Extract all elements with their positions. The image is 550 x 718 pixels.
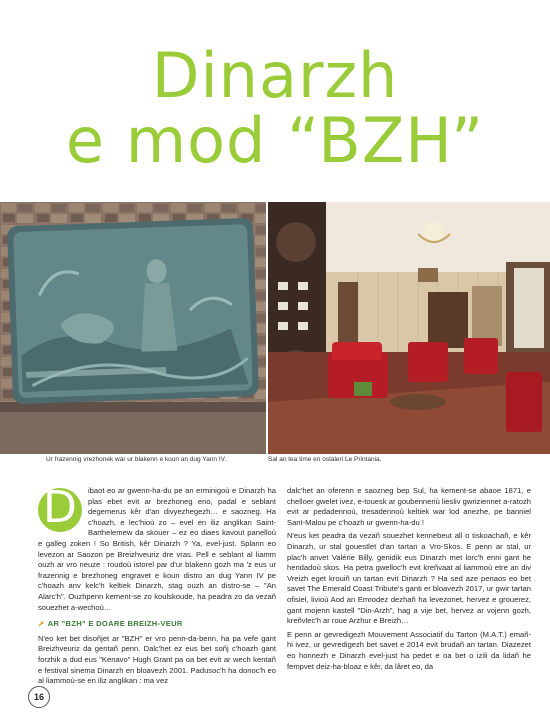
article-column-left: [38, 482, 276, 690]
paragraph-2: N'eo ket bet disoñjet ar "BZH" er vro penn-da-benn, ha pa vefe gant Breizhveuriz da gentañ penn. Dalc'het ez eus bet soñj c'hoazh gant forzhik a dud eus "Kenavo" Hugh Grant pa oa bet evit ar wech kentañ e festival sinema Dinarzh en bloavezh 2001. Padusoc'h ha donoc'h eo al liammoù-se en iliz anglikan : ma vez: [38, 633, 276, 686]
paragraph-intro-text: ibaot eo ar gwenn-ha-du pe an erminigoù e Dinarzh ha plas ebet evit ar brezhoneg eno, padal e seblant degemerus kêr d'an divyezhegezh… e saozneg. Ha c'hoazh, e lec'hioù zo – evel en iliz anglikan Saint-Barthelemew da skouer – ez eo diaes kavout panelloù e galleg zoken ! So British, kêr Dinarzh ? Ya, evel-just. Splann eo levezon ar Saozon pe Breizhveuriz dre vras. Pell e seblant al liamm ouzh ar vro neuze : roudoù istorel par d'ur blakenn gozh ma 'z eus ur frazennig e brezhoneg engravet e koun distro an dug Yann IV pe c'hoazh anv kelc'h keltiek Dinarzh, stag ouzh an distro-se – "An Alarc'h". Ouzhpenn kement-se zo koulskoude, ha peadra zo da vezañ souezhet a-wechoù…: [38, 486, 276, 612]
photo-strip: [0, 202, 550, 454]
caption-left: Ur frazennig vrezhonek war ur blakenn e koun an dug Yann IV.: [46, 456, 227, 463]
arrow-icon: ➚: [38, 619, 45, 629]
title-line-2: e mod “BZH”: [65, 104, 485, 177]
article-column-right: [287, 486, 531, 675]
paragraph-intro: [38, 482, 276, 613]
subhead-text: AR "BZH" E DOARE BREIZH-VEUR: [47, 619, 183, 629]
paragraph-4: N'eus ket peadra da vezañ souezhet kennebeut all o tiskoachañ, e kêr Dinarzh, ur stal gouestlet d'an tartan a Vro-Skos. E penn ar stal, ur plac'h anvet Valérie Billy, genidik eus Dinarzh met lorc'h enni gant he hendadoù skos. Ha petra gwelloc'h evit kreñvaat al liammoù etre an div Vreizh eget krouiñ un tartan evit Dinarzh ? Ha sed aze penaos eo bet savet The Emerald Coast Tribute's ganti er bloavezh 2017, ur gwir tartan ofisiel, livioù Aod an Emrodez dezhañ ha levezonet, hervez e grouerez, gant mojenn kastell "Din-Arzh", hag a vije bet, hervez ar vojenn gozh, kreñvlec'h ar roue Arzhur e Breizh…: [287, 531, 531, 626]
paragraph-3: dalc'het an oferenn e saozneg bep Sul, ha kement-se abaoe 1871, e chelloer gwelet ivez, e-touesk ar goubenneriù liesliv gwriziennet a-ratozh evit ar pedadennoù, tresadennoù keltiek war lod anezhe, pe banniel Sant-Malou pe c'hoazh ur gwenn-ha-du !: [287, 486, 531, 527]
photo-tea-room: [268, 202, 550, 454]
caption-right: Sal an tea time en ostaleri Le Printania.: [268, 456, 382, 463]
paragraph-5: E penn ar gevredigezh Mouvement Associatif du Tarton (M.A.T.) emañ-hi ivez, ur gevredigezh bet savet e 2014 evit brudañ an tartan. Diazezet eo honnezh e Dinarzh evel-just ha pedet e oa bet o izili da lidañ he fempvet deiz-ha-bloaz e kêr, da lâret eo, da: [287, 629, 531, 671]
title-line-1: Dinarzh: [151, 39, 399, 112]
drop-cap: D: [38, 488, 82, 532]
section-subhead: [38, 619, 276, 630]
article-title: [0, 39, 550, 177]
photo-bronze-plaque: [0, 202, 266, 454]
page-number: 16: [28, 686, 50, 708]
